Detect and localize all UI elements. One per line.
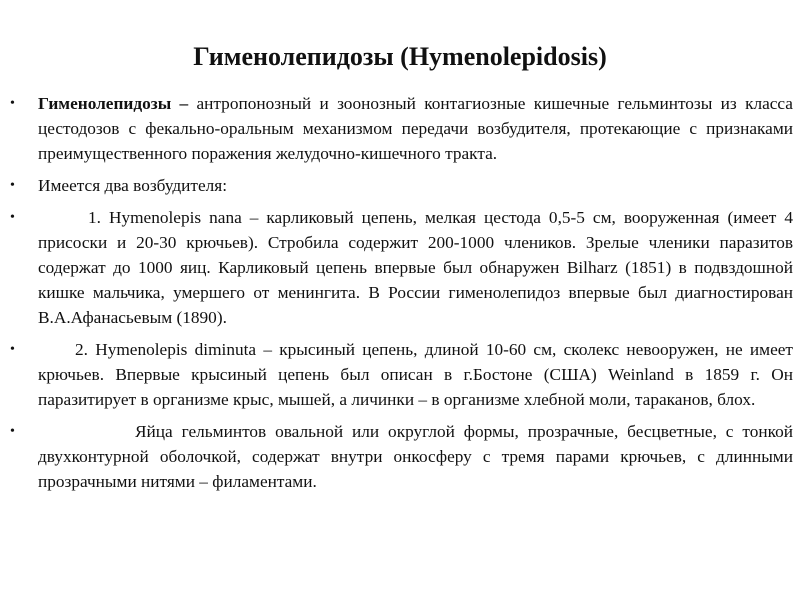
- bullet-list: [10, 91, 793, 501]
- bullet-icon: •: [10, 210, 15, 225]
- bullet-item-definition: [10, 91, 793, 166]
- bullet-item-eggs: [10, 419, 793, 494]
- hymenolepis-diminuta-text: 2. Hymenolepis diminuta – крысиный цепень, длиной 10-60 см, сколекс невооружен, не имеет крючьев. Впервые крысиный цепень был описан в г.Бостоне (США) Weinland в 1859 г. Он паразитирует в организме крыс, мышей, а личинки – в организме хлебной моли, тараканов, блох.: [38, 340, 793, 409]
- bullet-item-hymenolepis-nana: [10, 205, 793, 330]
- eggs-text: Яйца гельминтов овальной или округлой формы, прозрачные, бесцветные, с тонкой двухконтурной оболочкой, содержат внутри онкосферу с тремя парами крючьев, с длинными прозрачными нитями – филаментами.: [38, 422, 793, 491]
- bullet-item-hymenolepis-diminuta: [10, 337, 793, 412]
- bullet-icon: •: [10, 424, 15, 439]
- definition-term: Гименолепидозы –: [38, 94, 189, 113]
- bullet-icon: •: [10, 178, 15, 193]
- pathogens-intro-text: Имеется два возбудителя:: [38, 176, 228, 195]
- bullet-icon: •: [10, 96, 15, 111]
- slide-title: Гименолепидозы (Hymenolepidosis): [193, 42, 607, 71]
- definition-text: антропонозный и зоонозный контагиозные кишечные гельминтозы из класса цестодозов с фекально-оральным механизмом передачи возбудителя, протекающие с признаками преимущественного поражения желудочно-кишечного тракта.: [38, 94, 793, 163]
- hymenolepis-nana-text: 1. Hymenolepis nana – карликовый цепень, мелкая цестода 0,5-5 см, вооруженная (имеет 4 присоски и 20-30 крючьев). Стробила содержит 200-1000 члеников. Зрелые членики паразитов содержат до 1000 яиц. Карликовый цепень впервые был обнаружен Bilharz (1851) в подвздошной кишке мальчика, умершего от менингита. В России гименолепидоз впервые был диагностирован В.А.Афанасьевым (1890).: [38, 208, 793, 327]
- bullet-icon: •: [10, 342, 15, 357]
- bullet-item-pathogens-intro: [10, 173, 793, 198]
